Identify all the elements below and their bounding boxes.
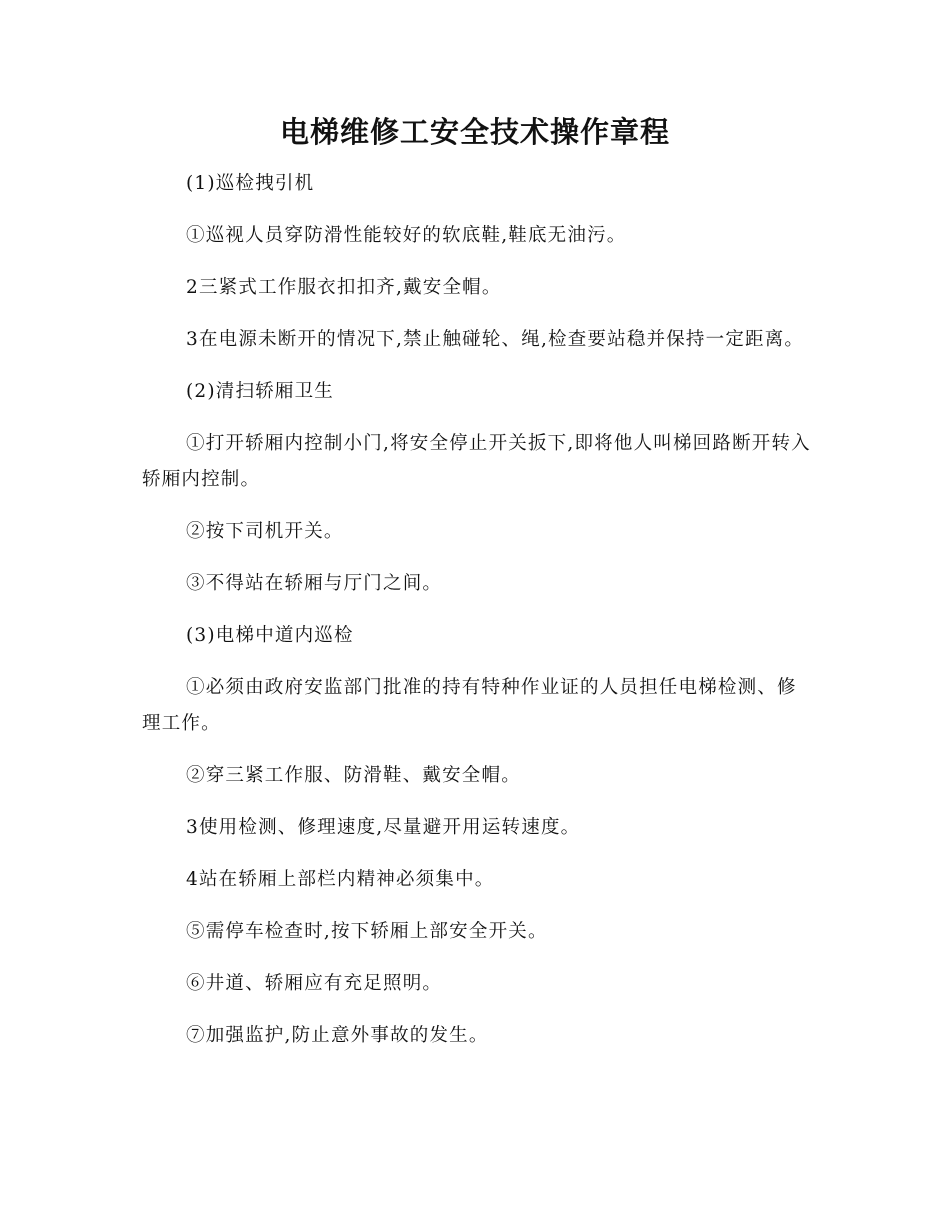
paragraph: 2三紧式工作服衣扣扣齐,戴安全帽。 [186,277,502,298]
paragraph: ①巡视人员穿防滑性能较好的软底鞋,鞋底无油污。 [186,225,627,246]
paragraph: 3使用检测、修理速度,尽量避开用运转速度。 [186,817,581,838]
paragraph: ②穿三紧工作服、防滑鞋、戴安全帽。 [186,765,521,786]
paragraph: ⑦加强监护,防止意外事故的发生。 [186,1025,489,1046]
document-body [142,166,814,1070]
paragraph: 3在电源未断开的情况下,禁止触碰轮、绳,检查要站稳并保持一定距离。 [186,329,805,350]
paragraph: ①打开轿厢内控制小门,将安全停止开关扳下,即将他人叫梯回路断开转入轿厢内控制。 [142,433,811,490]
paragraph: ⑥井道、轿厢应有充足照明。 [186,973,443,994]
document-title: 电梯维修工安全技术操作章程 [279,115,670,149]
paragraph: (2)清扫轿厢卫生 [186,381,335,402]
paragraph: (3)电梯中道内巡检 [186,625,354,646]
paragraph: 4站在轿厢上部栏内精神必须集中。 [186,869,495,890]
paragraph: ③不得站在轿厢与厅门之间。 [186,573,443,594]
paragraph: ②按下司机开关。 [186,521,344,542]
paragraph: ⑤需停车检查时,按下轿厢上部安全开关。 [186,921,548,942]
paragraph: (1)巡检拽引机 [186,173,315,194]
paragraph: ①必须由政府安监部门批准的持有特种作业证的人员担任电梯检测、修理工作。 [142,677,797,734]
